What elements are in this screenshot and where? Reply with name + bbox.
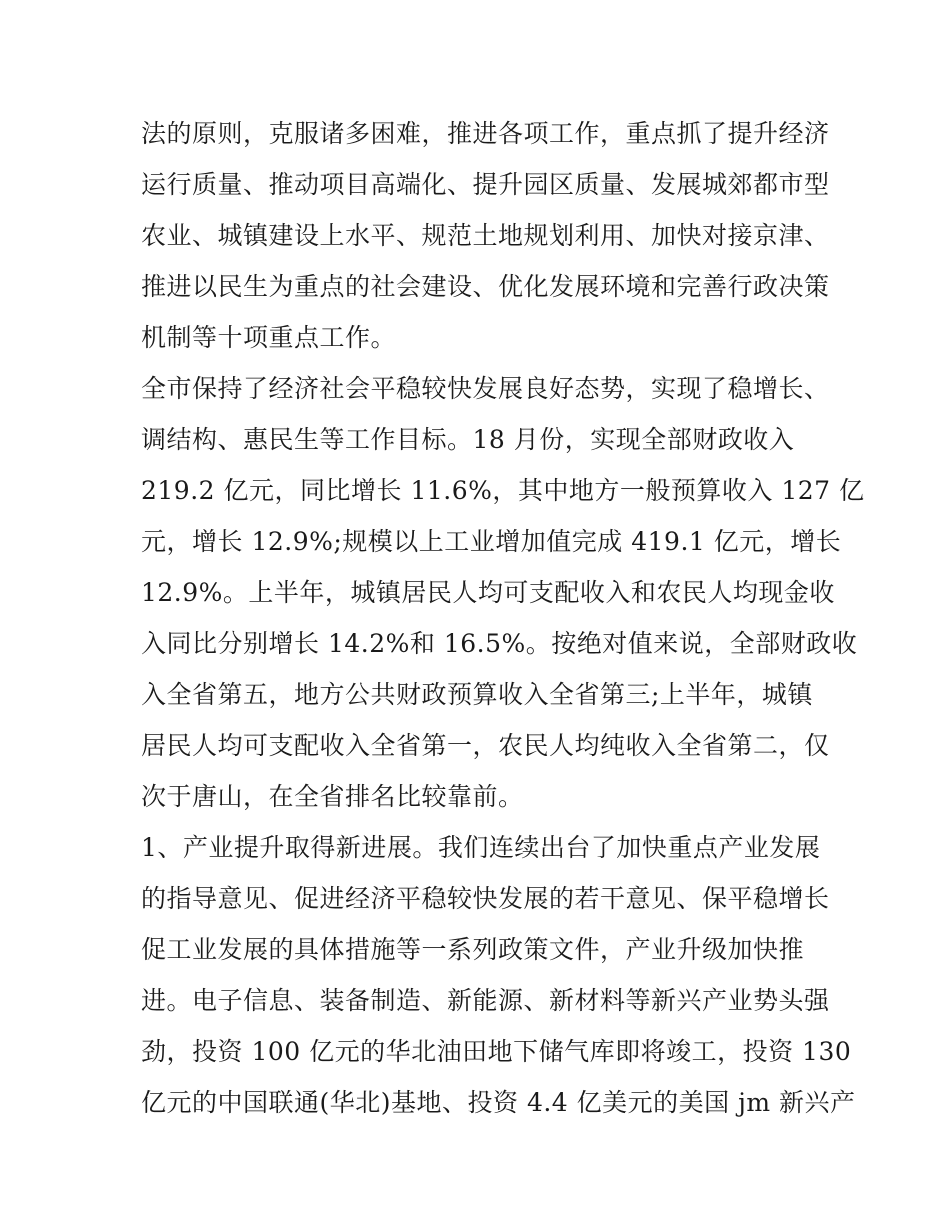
text-line: 农业、城镇建设上水平、规范土地规划利用、加快对接京津、 bbox=[141, 221, 830, 250]
text-line: 元，增长 12.9%;规模以上工业增加值完成 419.1 亿元，增长 bbox=[141, 527, 842, 556]
text-line: 全市保持了经济社会平稳较快发展良好态势，实现了稳增长、 bbox=[141, 374, 830, 403]
text-line: 促工业发展的具体措施等一系列政策文件，产业升级加快推 bbox=[141, 935, 805, 964]
text-line: 进。电子信息、装备制造、新能源、新材料等新兴产业势头强 bbox=[141, 986, 830, 1015]
text-line: 劲，投资 100 亿元的华北油田地下储气库即将竣工，投资 130 bbox=[141, 1037, 852, 1066]
text-line: 调结构、惠民生等工作目标。18 月份，实现全部财政收入 bbox=[141, 425, 795, 454]
text-line: 运行质量、推动项目高端化、提升园区质量、发展城郊都市型 bbox=[141, 170, 830, 199]
text-line: 次于唐山，在全省排名比较靠前。 bbox=[141, 782, 524, 811]
text-line: 1、产业提升取得新进展。我们连续出台了加快重点产业发展 bbox=[141, 833, 821, 862]
text-line: 法的原则，克服诸多困难，推进各项工作，重点抓了提升经济 bbox=[141, 119, 830, 148]
text-line: 入全省第五，地方公共财政预算收入全省第三;上半年，城镇 bbox=[141, 680, 813, 709]
text-line: 12.9%。上半年，城镇居民人均可支配收入和农民人均现金收 bbox=[141, 578, 835, 607]
text-line: 亿元的中国联通(华北)基地、投资 4.4 亿美元的美国 jm 新兴产 bbox=[141, 1088, 856, 1117]
text-line: 机制等十项重点工作。 bbox=[141, 323, 397, 352]
document-body bbox=[141, 108, 865, 1128]
text-line: 入同比分别增长 14.2%和 16.5%。按绝对值来说，全部财政收 bbox=[141, 629, 858, 658]
text-line: 推进以民生为重点的社会建设、优化发展环境和完善行政决策 bbox=[141, 272, 830, 301]
text-line: 219.2 亿元，同比增长 11.6%，其中地方一般预算收入 127 亿 bbox=[141, 476, 865, 505]
text-line: 居民人均可支配收入全省第一，农民人均纯收入全省第二，仅 bbox=[141, 731, 830, 760]
text-line: 的指导意见、促进经济平稳较快发展的若干意见、保平稳增长 bbox=[141, 884, 830, 913]
